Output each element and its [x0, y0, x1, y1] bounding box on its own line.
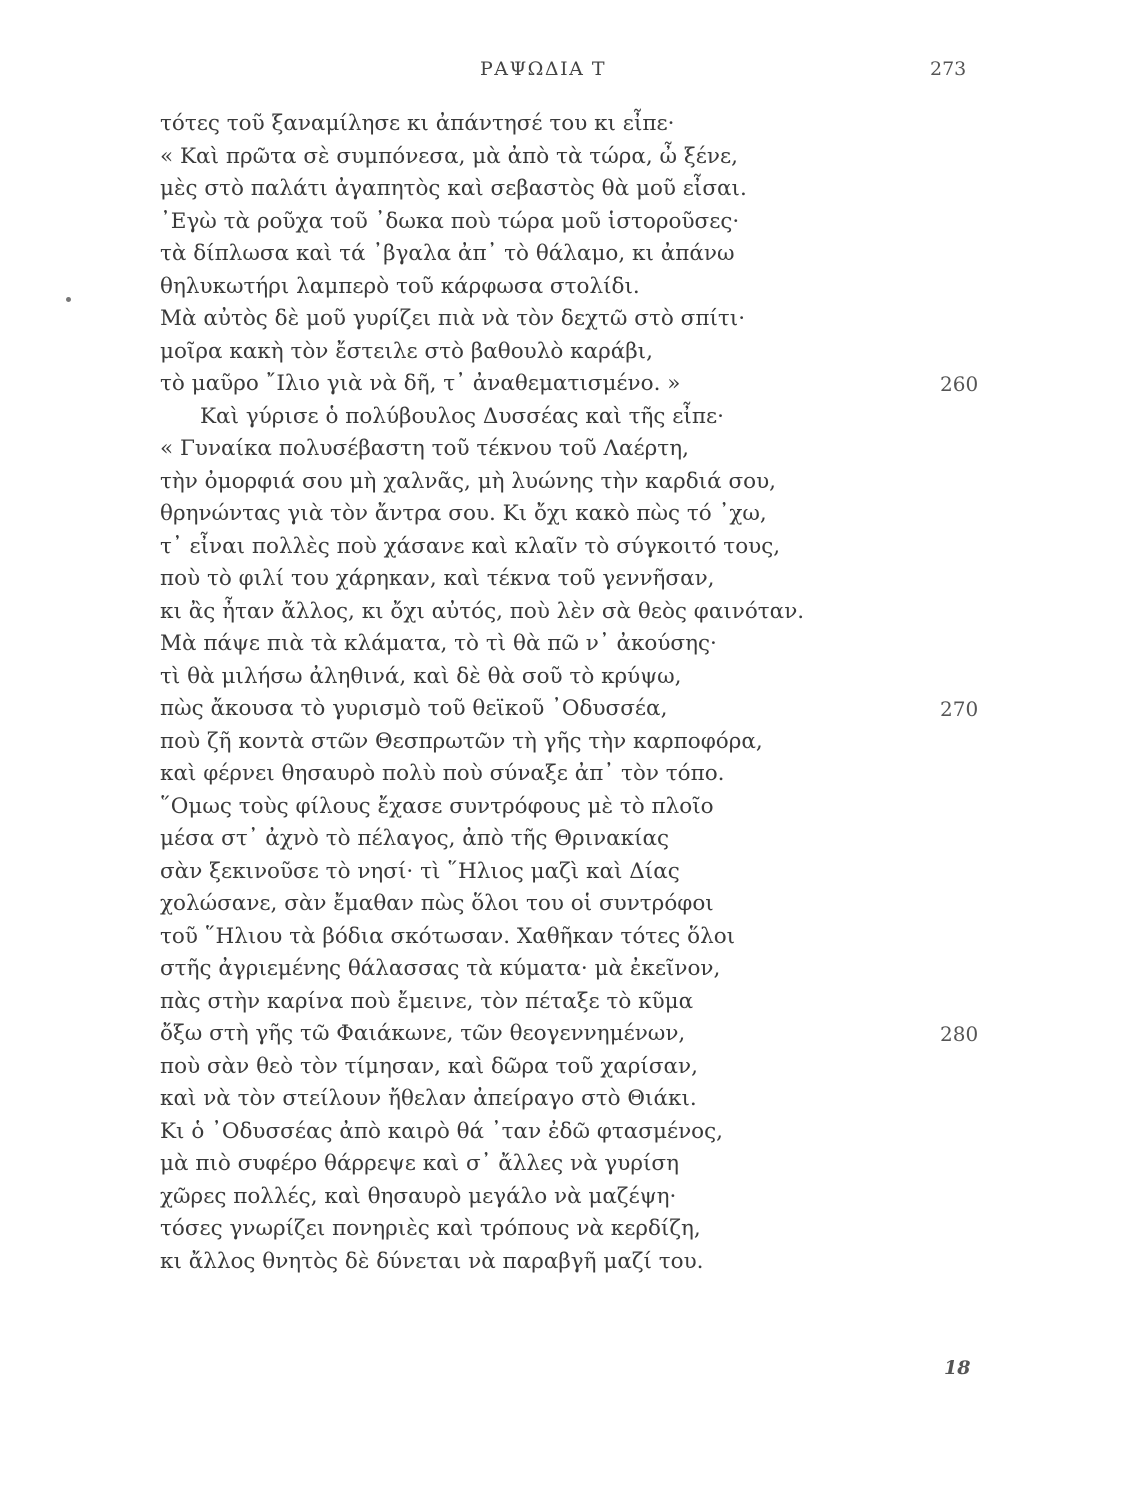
verse-line: [0, 141, 1140, 174]
verse-line: [0, 1083, 1140, 1116]
verse-line: [0, 1116, 1140, 1149]
verse-line: [0, 791, 1140, 824]
verse-line-text: τοῦ ῞Ηλιου τὰ βόδια σκότωσαν. Χαθῆκαν τότες ὅλοι: [160, 923, 736, 949]
verse-line-text: τόσες γνωρίζει πονηριὲς καὶ τρόπους νὰ κερδίζη,: [160, 1216, 701, 1241]
verse-line: [0, 758, 1140, 791]
verse-line: [0, 693, 1140, 726]
verse-line-text: χῶρες πολλές, καὶ θησαυρὸ μεγάλο νὰ μαζέψη·: [160, 1183, 677, 1209]
verse-line: [0, 238, 1140, 271]
verse-line-text: θηλυκωτήρι λαμπερὸ τοῦ κάρφωσα στολίδι.: [160, 273, 640, 299]
verse-line: [0, 986, 1140, 1019]
verse-line-text: ποὺ τὸ φιλί του χάρηκαν, καὶ τέκνα τοῦ γεννῆσαν,: [160, 566, 715, 591]
verse-line-text: κι ἂς ἦταν ἄλλος, κι ὄχι αὐτός, ποὺ λὲν σὰ θεὸς φαινόταν.: [160, 598, 805, 624]
verse-line-text: Μὰ πάψε πιὰ τὰ κλάματα, τὸ τὶ θὰ πῶ ν᾿ ἀκούσης·: [160, 631, 717, 656]
verse-line-text: ῞Ομως τοὺς φίλους ἔχασε συντρόφους μὲ τὸ πλοῖο: [160, 793, 714, 819]
verse-line-text: μὰ πιὸ συφέρο θάρρεψε καὶ σ᾿ ἄλλες νὰ γυρίση: [160, 1151, 679, 1176]
verse-line-text: ποὺ σὰν θεὸ τὸν τίμησαν, καὶ δῶρα τοῦ χαρίσαν,: [160, 1053, 698, 1079]
verse-line: [0, 303, 1140, 336]
verse-line-text: ποὺ ζῆ κοντὰ στῶν Θεσπρωτῶν τὴ γῆς τὴν καρποφόρα,: [160, 728, 763, 754]
verse-line-text: σὰν ξεκινοῦσε τὸ νησί· τὶ ῞Ηλιος μαζὶ καὶ Δίας: [160, 858, 680, 884]
verse-line-text: τότες τοῦ ξαναμίλησε κι ἀπάντησέ του κι εἶπε·: [160, 111, 675, 136]
verse-line-text: τὴν ὀμορφιά σου μὴ χαλνᾶς, μὴ λυώνης τὴν καρδιά σου,: [160, 468, 776, 494]
verse-line-text: Κι ὁ ᾿Οδυσσέας ἀπὸ καιρὸ θά ᾿ταν ἐδῶ φτασμένος,: [160, 1118, 723, 1144]
verse-line-text: στῆς ἀγριεμένης θάλασσας τὰ κύματα· μὰ ἐκεῖνον,: [160, 956, 721, 981]
verse-line-text: καὶ φέρνει θησαυρὸ πολὺ ποὺ σύναξε ἀπ᾿ τὸν τόπο.: [160, 761, 725, 786]
verse-line-text: « Γυναίκα πολυσέβαστη τοῦ τέκνου τοῦ Λαέρτη,: [160, 436, 689, 461]
verse-line: [0, 173, 1140, 206]
verse-line: [0, 206, 1140, 239]
verse-line: [0, 368, 1140, 401]
line-number: 280: [940, 1022, 979, 1046]
verse-line-text: μὲς στὸ παλάτι ἀγαπητὸς καὶ σεβαστὸς θὰ μοῦ εἶσαι.: [160, 176, 747, 201]
verse-line: [0, 921, 1140, 954]
verse-line: [0, 108, 1140, 141]
verse-line-text: Μὰ αὐτὸς δὲ μοῦ γυρίζει πιὰ νὰ τὸν δεχτῶ στὸ σπίτι·: [160, 306, 746, 331]
verse-line-text: χολώσανε, σὰν ἔμαθαν πὼς ὅλοι του οἱ συντρόφοι: [160, 891, 714, 916]
verse-line-text: κι ἄλλος θνητὸς δὲ δύνεται νὰ παραβγῆ μαζί του.: [160, 1248, 704, 1274]
signature-mark: 18: [944, 1357, 971, 1379]
verse-line: [0, 1213, 1140, 1246]
verse-line: [0, 1018, 1140, 1051]
verse-line-text: μέσα στ᾿ ἀχνὸ τὸ πέλαγος, ἀπὸ τῆς Θρινακίας: [160, 826, 670, 851]
verse-line: [0, 1246, 1140, 1279]
verse-line: [0, 823, 1140, 856]
verse-line-text: ᾿Εγὼ τὰ ροῦχα τοῦ ᾿δωκα ποὺ τώρα μοῦ ἱστοροῦσες·: [160, 208, 740, 234]
verse-line: [0, 953, 1140, 986]
verse-line: [0, 401, 1140, 434]
verse-line: [0, 498, 1140, 531]
verse-line: [0, 271, 1140, 304]
verse-line: [0, 531, 1140, 564]
verse-line-text: καὶ νὰ τὸν στείλουν ἤθελαν ἀπείραγο στὸ Θιάκι.: [160, 1086, 697, 1111]
verse-line: [0, 661, 1140, 694]
verse-line-text: τὶ θὰ μιλήσω ἀληθινά, καὶ δὲ θὰ σοῦ τὸ κρύψω,: [160, 663, 682, 689]
verse-line: [0, 856, 1140, 889]
page-number: 273: [930, 58, 967, 80]
verse-line-text: τ᾿ εἶναι πολλὲς ποὺ χάσανε καὶ κλαῖν τὸ σύγκοιτό τους,: [160, 533, 781, 559]
verse-line: [0, 888, 1140, 921]
verse-line-text: τὸ μαῦρο ῎Ιλιο γιὰ νὰ δῆ, τ᾿ ἀναθεματισμένο. »: [160, 371, 681, 396]
page-header: [0, 58, 1140, 88]
verse-line-text: Καὶ γύρισε ὁ πολύβουλος Δυσσέας καὶ τῆς εἶπε·: [200, 403, 724, 429]
verse-text: [0, 108, 1140, 1278]
verse-line: [0, 596, 1140, 629]
verse-line-text: πὼς ἄκουσα τὸ γυρισμὸ τοῦ θεϊκοῦ ᾿Οδυσσέα,: [160, 696, 668, 721]
running-title: ΡΑΨΩΔΙΑ Τ: [480, 58, 607, 80]
verse-line: [0, 628, 1140, 661]
verse-line: [0, 466, 1140, 499]
verse-line: [0, 563, 1140, 596]
verse-line-text: πὰς στὴν καρίνα ποὺ ἔμεινε, τὸν πέταξε τὸ κῦμα: [160, 988, 694, 1014]
verse-line: [0, 1181, 1140, 1214]
verse-line: [0, 1051, 1140, 1084]
verse-line-text: τὰ δίπλωσα καὶ τά ᾿βγαλα ἀπ᾿ τὸ θάλαμο, κι ἀπάνω: [160, 241, 735, 266]
verse-line-text: μοῖρα κακὴ τὸν ἔστειλε στὸ βαθουλὸ καράβι,: [160, 338, 653, 364]
verse-line-text: « Καὶ πρῶτα σὲ συμπόνεσα, μὰ ἀπὸ τὰ τώρα, ὦ ξένε,: [160, 143, 738, 169]
verse-line: [0, 1148, 1140, 1181]
line-number: 270: [940, 697, 979, 721]
verse-line: [0, 726, 1140, 759]
verse-line-text: θρηνώντας γιὰ τὸν ἄντρα σου. Κι ὄχι κακὸ πὼς τό ᾿χω,: [160, 501, 767, 526]
verse-line: [0, 336, 1140, 369]
line-number: 260: [940, 372, 979, 396]
verse-line-text: ὄξω στὴ γῆς τῶ Φαιάκωνε, τῶν θεογεννημένων,: [160, 1021, 686, 1046]
verse-line: [0, 433, 1140, 466]
